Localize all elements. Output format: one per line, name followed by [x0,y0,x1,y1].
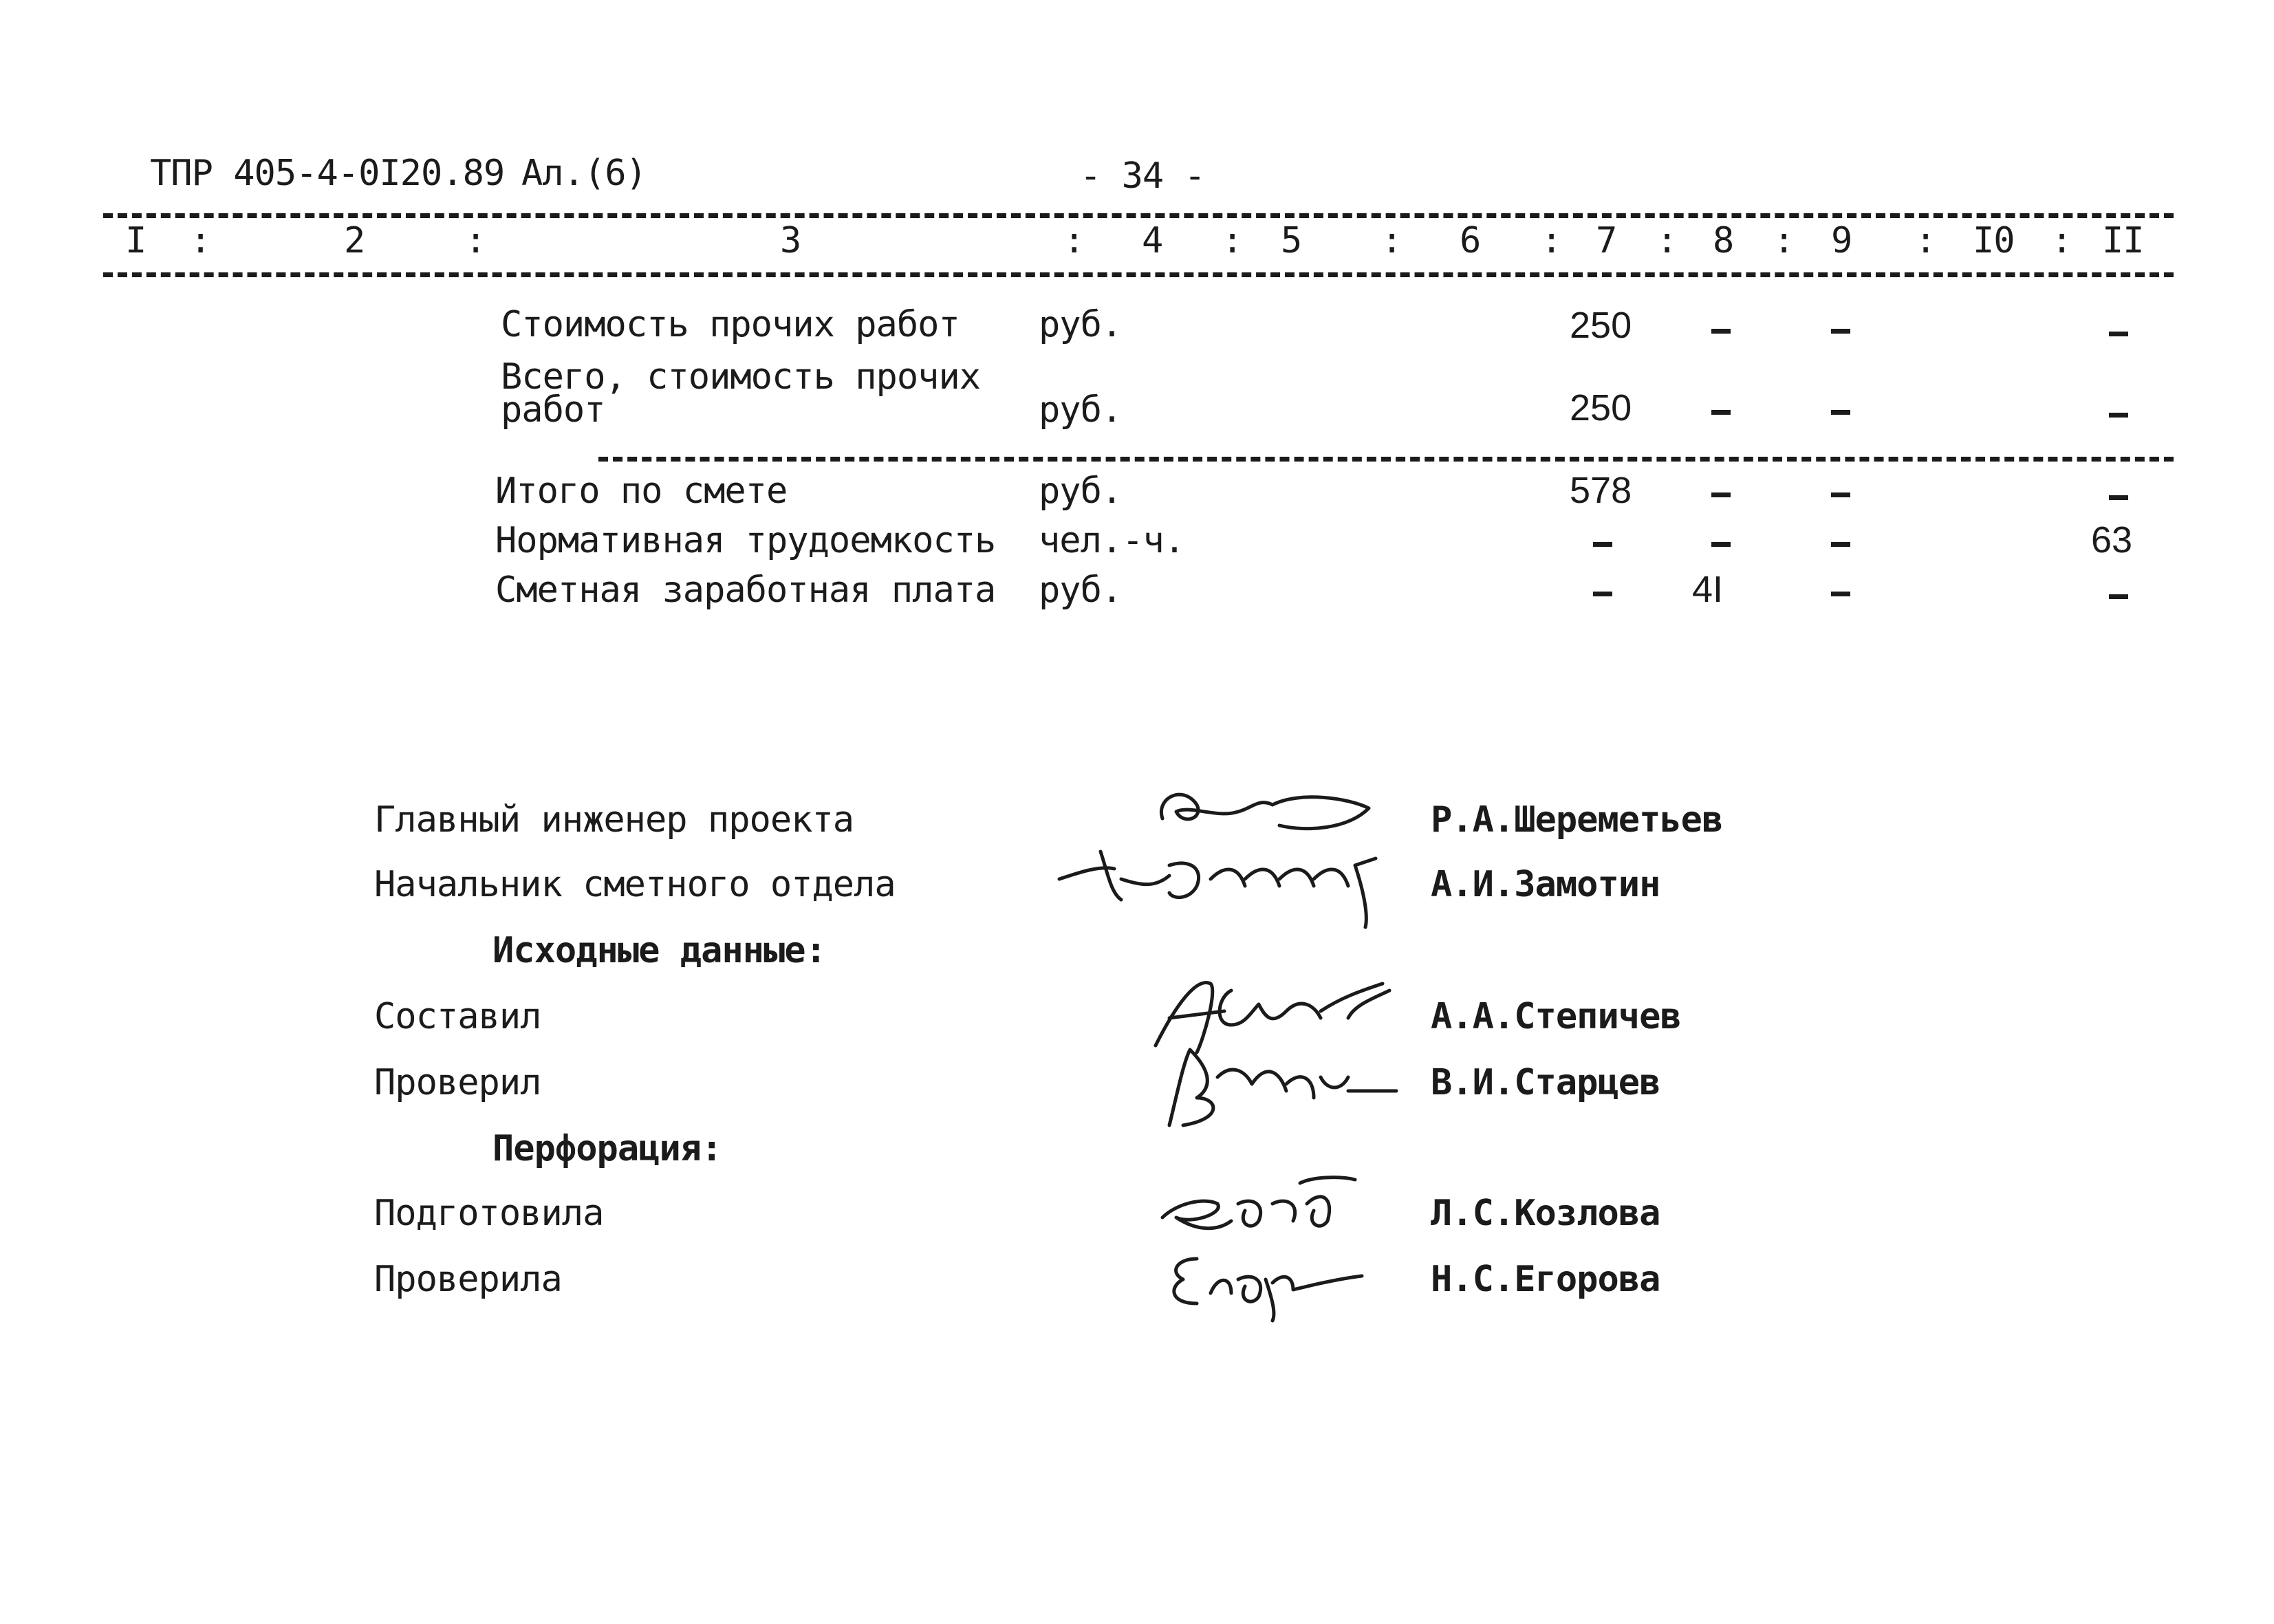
col-sep: : [1222,220,1243,261]
sign-name-composed: А.А.Степичев [1431,996,1681,1037]
row-1-col7: 250 [1570,387,1632,429]
row-0-col11-dash [2109,332,2128,336]
col-header-8: 8 [1713,220,1734,261]
row-1-col11-dash [2109,413,2128,418]
row-4-unit: руб. [1039,570,1123,611]
col-header-11: II [2102,220,2144,261]
col-sep: : [1063,220,1085,261]
row-4-col7-dash [1593,592,1612,596]
sign-role-prepared: Подготовила [374,1193,604,1234]
col-header-7: 7 [1596,220,1617,261]
section-source-data: Исходные данные: [492,930,826,971]
album-label: Ал.(6) [521,153,647,194]
col-header-2: 2 [344,220,365,261]
row-2-unit: руб. [1039,470,1123,512]
sign-name-chief-engineer: Р.А.Шереметьев [1431,799,1723,841]
row-0-unit: руб. [1039,304,1123,345]
sign-name-checked-2: Н.С.Егорова [1431,1259,1660,1300]
sign-role-chief-engineer: Главный инженер проекта [374,799,854,841]
subtotal-rule [598,457,2174,462]
row-2-col9-dash [1831,492,1850,497]
row-4-col8: 4I [1692,569,1724,610]
col-sep: : [1915,220,1936,261]
row-0-col9-dash [1831,329,1850,334]
row-3-col11: 63 [2091,519,2133,561]
row-4-col9-dash [1831,592,1850,596]
col-sep: : [1656,220,1678,261]
col-sep: : [190,220,211,261]
col-header-3: 3 [780,220,801,261]
page-number: - 34 - [1080,155,1205,197]
col-header-1: I [125,220,147,261]
row-3-col9-dash [1831,542,1850,547]
sign-name-checked: В.И.Старцев [1431,1062,1660,1103]
col-header-5: 5 [1281,220,1302,261]
header-top-rule [103,213,2174,218]
row-2-col8-dash [1711,492,1731,497]
row-3-col7-dash [1593,542,1612,547]
row-0-col7: 250 [1570,305,1632,346]
row-4-name: Сметная заработная плата [495,570,996,611]
col-sep: : [2051,220,2072,261]
signature-kozlova [1149,1162,1383,1245]
row-1-unit: руб. [1039,389,1123,431]
row-1-col9-dash [1831,410,1850,415]
col-sep: : [1541,220,1562,261]
document-code: ТПР 405-4-0I20.89 [150,153,505,194]
sign-name-prepared: Л.С.Козлова [1431,1193,1660,1234]
sign-name-estimate-head: А.И.Замотин [1431,864,1660,905]
row-3-name: Нормативная трудоемкость [495,520,996,561]
row-1-name-line1: Всего, стоимость прочих [501,356,981,398]
col-header-10: I0 [1973,220,2015,261]
row-0-name: Стоимость прочих работ [501,304,960,345]
row-2-col7: 578 [1570,470,1632,511]
col-sep: : [465,220,486,261]
row-0-col8-dash [1711,329,1731,334]
row-1-col8-dash [1711,410,1731,415]
sign-role-composed: Составил [374,996,541,1037]
row-4-col11-dash [2109,594,2128,599]
row-1-name-line2: работ [501,389,605,431]
row-3-unit: чел.-ч. [1039,520,1185,561]
col-sep: : [1381,220,1403,261]
sign-role-estimate-head: Начальник сметного отдела [374,864,896,905]
signature-zamotin [1052,838,1410,934]
col-header-9: 9 [1831,220,1852,261]
col-header-6: 6 [1460,220,1481,261]
col-sep: : [1773,220,1795,261]
header-bottom-rule [103,272,2174,277]
row-3-col8-dash [1711,542,1731,547]
section-perforation: Перфорация: [492,1128,722,1169]
signature-egorova [1156,1238,1389,1321]
row-2-name: Итого по смете [495,470,788,512]
row-2-col11-dash [2109,495,2128,500]
sign-role-checked-2: Проверила [374,1259,562,1300]
col-header-4: 4 [1142,220,1163,261]
sign-role-checked: Проверил [374,1062,541,1103]
signature-startsev [1142,1036,1403,1132]
